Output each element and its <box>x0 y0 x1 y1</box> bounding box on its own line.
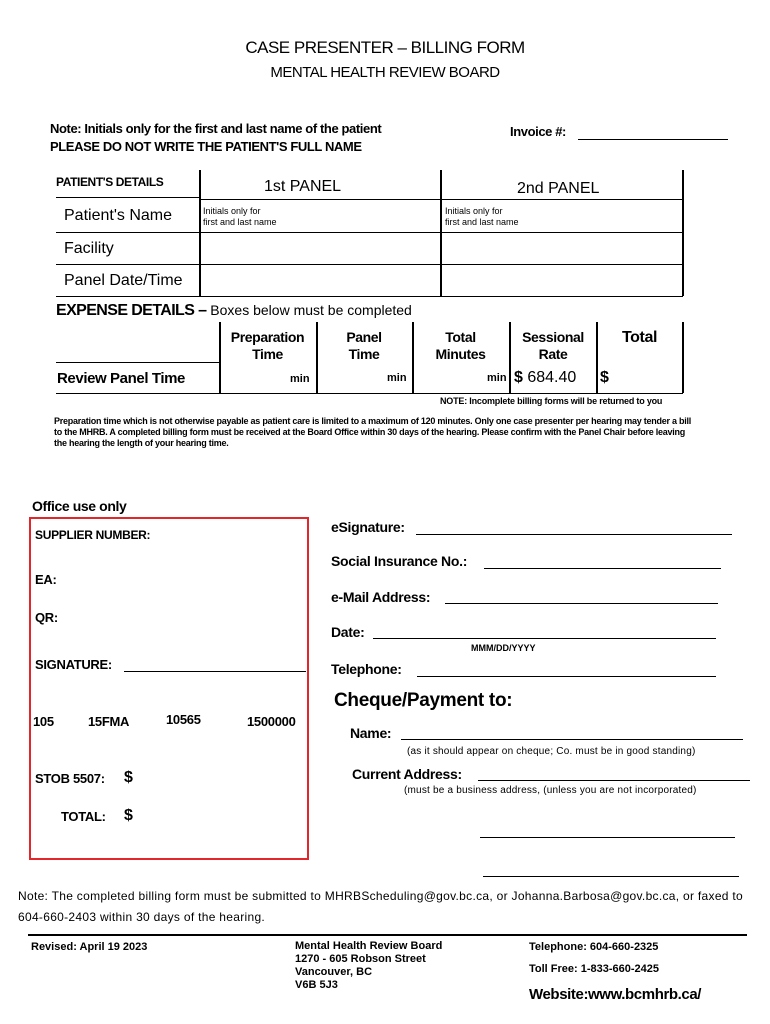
currency-sign: $ <box>514 369 523 386</box>
sin-label: Social Insurance No.: <box>331 553 468 569</box>
ea-label: EA: <box>35 572 57 587</box>
footer-tollfree: Toll Free: 1-833-660-2425 <box>529 963 660 975</box>
qr-label: QR: <box>35 610 58 625</box>
stob-currency: $ <box>124 769 133 786</box>
col-total: Total <box>621 329 658 346</box>
first-panel-header: 1st PANEL <box>264 178 342 195</box>
footer-divider <box>28 934 747 936</box>
col-head-line: Sessional <box>522 329 584 345</box>
date-label: Date: <box>331 624 365 640</box>
payee-name-label: Name: <box>350 725 392 741</box>
rate-amount: 684.40 <box>527 369 577 386</box>
col-head-line: Time <box>252 346 283 362</box>
col-head-line: Minutes <box>435 346 486 362</box>
table-line <box>56 264 683 265</box>
col-panel-time <box>317 329 411 363</box>
code-15fma: 15FMA <box>88 714 130 729</box>
total-amount-field[interactable]: $ <box>600 369 609 386</box>
supplier-number-label: SUPPLIER NUMBER: <box>35 528 151 542</box>
telephone-field[interactable] <box>417 676 716 677</box>
sessional-rate-value <box>514 369 576 387</box>
address-line: 1270 - 605 Robson Street <box>295 953 426 965</box>
total-minutes-field[interactable]: min <box>487 372 507 384</box>
address-line-2[interactable] <box>480 837 735 838</box>
table-line <box>682 170 684 296</box>
panel-datetime-label: Panel Date/Time <box>64 272 183 289</box>
payee-name-field[interactable] <box>401 739 743 740</box>
initials-hint: first and last name <box>445 217 519 227</box>
code-10565: 10565 <box>166 712 201 727</box>
table-line <box>56 393 683 394</box>
sin-field[interactable] <box>484 568 721 569</box>
office-total-label: TOTAL: <box>61 809 106 824</box>
payee-name-hint: (as it should appear on cheque; Co. must be in good standing) <box>407 746 696 757</box>
footer-website-link[interactable]: Website:www.bcmhrb.ca/ <box>529 986 702 1003</box>
datetime-panel2-field[interactable] <box>443 267 681 295</box>
form-subtitle: MENTAL HEALTH REVIEW BOARD <box>270 64 500 81</box>
col-total-minutes <box>413 329 508 363</box>
address-line: Mental Health Review Board <box>295 940 443 952</box>
facility-panel2-field[interactable] <box>443 235 681 263</box>
facility-label: Facility <box>64 240 114 257</box>
office-total-currency: $ <box>124 807 133 824</box>
initials-notice <box>50 120 381 156</box>
patient-name-label: Patient's Name <box>64 207 172 224</box>
table-line <box>56 362 220 363</box>
date-format-hint: MMM/DD/YYYY <box>471 643 536 653</box>
address-hint: (must be a business address, (unless you are not incorporated) <box>404 785 697 796</box>
code-105: 105 <box>33 714 54 729</box>
esignature-field[interactable] <box>416 534 732 535</box>
facility-panel1-field[interactable] <box>202 235 439 263</box>
address-line-3[interactable] <box>483 876 739 877</box>
table-line <box>56 296 683 297</box>
initials-hint: first and last name <box>203 217 277 227</box>
invoice-field[interactable] <box>578 139 728 140</box>
submission-note: Note: The completed billing form must be submitted to MHRBScheduling@gov.bc.ca, or Johanna.Barbosa@gov.bc.ca, or faxed to 604-660-2403 within 30 days of the hearing. <box>18 889 744 924</box>
col-head-line: Total <box>445 329 476 345</box>
initials-notice-line1: Note: Initials only for the first and last name of the patient <box>50 121 382 136</box>
datetime-panel1-field[interactable] <box>202 267 439 295</box>
current-address-field[interactable] <box>478 780 750 781</box>
patient-details-header: PATIENT'S DETAILS <box>56 175 164 189</box>
address-line: Vancouver, BC <box>295 966 373 978</box>
col-head-line: Panel <box>346 329 382 345</box>
office-use-label: Office use only <box>32 498 127 514</box>
preparation-policy-text: Preparation time which is not otherwise payable as patient care is limited to a maximum of 120 minutes. Only one case presenter per hearing may tender a bill to the MHRB. A completed billing form must be received at the Board Office within 30 days of the hearing. Please confirm with the Panel Chair before leaving the hearing the length of your hearing time. <box>54 416 691 448</box>
expense-subtitle: Boxes below must be completed <box>210 302 412 318</box>
current-address-label: Current Address: <box>352 766 462 782</box>
table-line <box>682 322 684 393</box>
col-preparation-time <box>220 329 315 363</box>
initials-hint: Initials only for <box>445 206 503 216</box>
revised-date: Revised: April 19 2023 <box>31 941 148 953</box>
table-line <box>199 170 201 296</box>
date-field[interactable] <box>373 638 716 639</box>
email-label: e-Mail Address: <box>331 589 431 605</box>
footer-telephone: Telephone: 604-660-2325 <box>529 941 659 953</box>
table-line <box>56 197 200 198</box>
review-panel-time-label: Review Panel Time <box>57 370 185 387</box>
stob-label: STOB 5507: <box>35 771 105 786</box>
second-panel-header: 2nd PANEL <box>517 180 600 197</box>
office-signature-label: SIGNATURE: <box>35 657 112 672</box>
preparation-time-field[interactable]: min <box>290 373 310 385</box>
form-title: CASE PRESENTER – BILLING FORM <box>245 38 525 57</box>
col-head-line: Rate <box>538 346 568 362</box>
expense-title-text: EXPENSE DETAILS – <box>56 302 207 319</box>
patient-name-panel2-field[interactable] <box>445 206 519 228</box>
col-sessional-rate <box>510 329 596 363</box>
table-line <box>56 232 683 233</box>
address-line: V6B 5J3 <box>295 979 338 991</box>
expense-details-title <box>56 302 412 320</box>
email-field[interactable] <box>445 603 718 604</box>
incomplete-forms-note: NOTE: Incomplete billing forms will be returned to you <box>440 396 663 406</box>
telephone-label: Telephone: <box>331 661 402 677</box>
initials-hint: Initials only for <box>203 206 261 216</box>
code-1500000: 1500000 <box>247 714 296 729</box>
patient-name-panel1-field[interactable] <box>203 206 277 228</box>
table-line <box>440 170 442 296</box>
board-address <box>295 940 442 992</box>
initials-notice-line2: PLEASE DO NOT WRITE THE PATIENT'S FULL NAME <box>50 139 362 154</box>
table-line <box>200 199 683 200</box>
office-signature-line[interactable] <box>124 671 306 672</box>
col-head-line: Preparation <box>230 329 305 345</box>
panel-time-field[interactable]: min <box>387 372 407 384</box>
col-head-line: Time <box>348 346 380 362</box>
esignature-label: eSignature: <box>331 519 405 535</box>
cheque-payment-title: Cheque/Payment to: <box>334 690 513 711</box>
invoice-label: Invoice #: <box>510 124 566 139</box>
